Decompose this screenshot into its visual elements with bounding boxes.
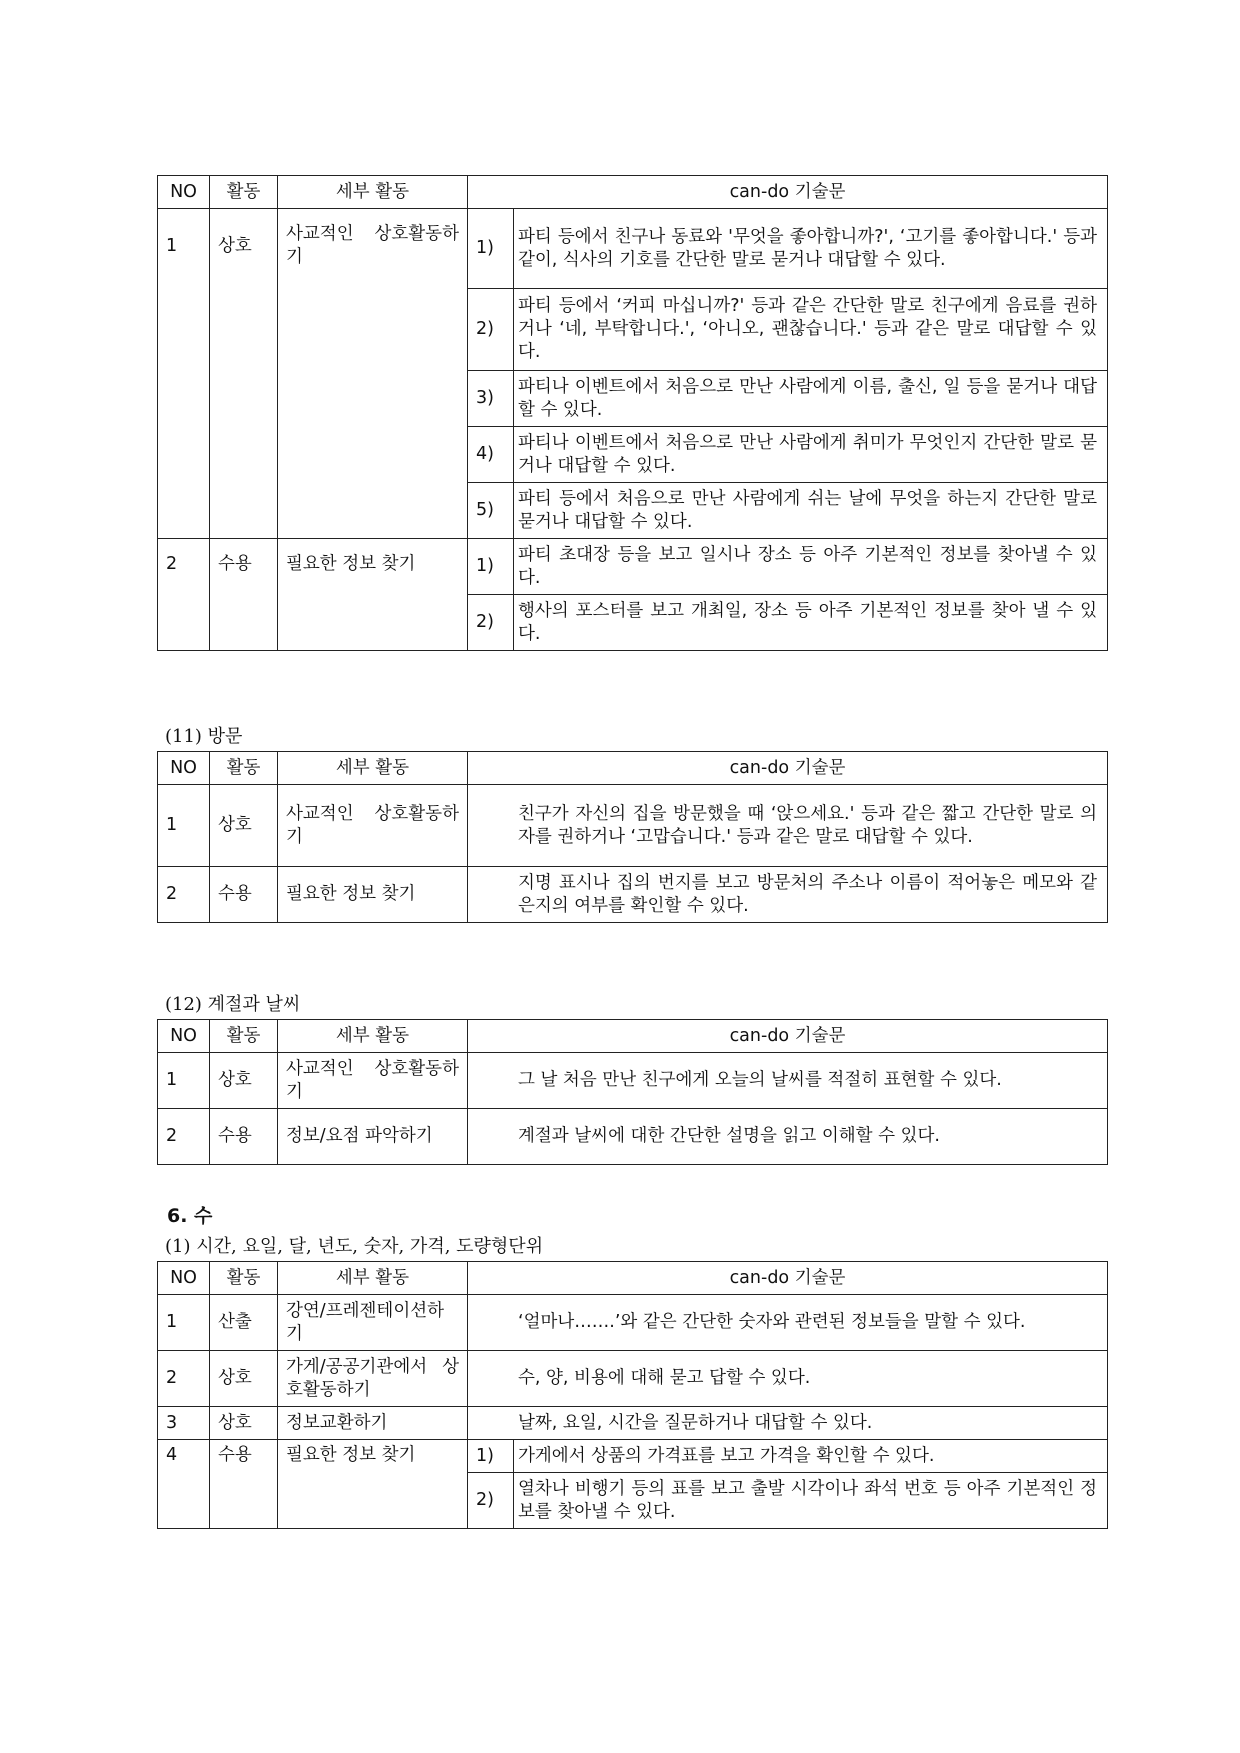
row-detail: 사교적인 상호활동하기: [278, 209, 468, 539]
table-row: [158, 1351, 1108, 1407]
row-no: 2: [158, 1109, 210, 1165]
header-no: NO: [158, 176, 210, 209]
row-no: 1: [158, 1295, 210, 1351]
header-no: NO: [158, 752, 210, 785]
header-no: NO: [158, 1020, 210, 1053]
row-no: 2: [158, 539, 210, 651]
header-activity: 활동: [210, 1020, 278, 1053]
item-number: 3): [468, 371, 514, 427]
header-cando: can-do 기술문: [468, 752, 1108, 785]
row-activity: 수용: [210, 1440, 278, 1529]
header-activity: 활동: [210, 1262, 278, 1295]
item-text: 열차나 비행기 등의 표를 보고 출발 시각이나 좌석 번호 등 아주 기본적인 정보를 찾아낼 수 있다.: [514, 1473, 1108, 1529]
item-text: 파티 초대장 등을 보고 일시나 장소 등 아주 기본적인 정보를 찾아낼 수 있다.: [514, 539, 1108, 595]
row-detail: 사교적인 상호활동하기: [278, 1053, 468, 1109]
table-row: [158, 1109, 1108, 1165]
row-no: 2: [158, 867, 210, 923]
item-text: 파티나 이벤트에서 처음으로 만난 사람에게 취미가 무엇인지 간단한 말로 묻거나 대답할 수 있다.: [514, 427, 1108, 483]
header-cando: can-do 기술문: [468, 1262, 1108, 1295]
table-row: [158, 539, 1108, 595]
section-caption-numbers: (1) 시간, 요일, 달, 년도, 숫자, 가격, 도량형단위: [165, 1236, 544, 1257]
header-detail: 세부 활동: [278, 1262, 468, 1295]
row-detail: 가게/공공기관에서 상호활동하기: [278, 1351, 468, 1407]
row-text: 친구가 자신의 집을 방문했을 때 ‘앉으세요.' 등과 같은 짧고 간단한 말로 의자를 권하거나 ‘고맙습니다.' 등과 같은 말로 대답할 수 있다.: [468, 785, 1108, 867]
item-number: 1): [468, 209, 514, 289]
table-row: [158, 209, 1108, 289]
cando-table: [157, 175, 1108, 651]
header-cando: can-do 기술문: [468, 176, 1108, 209]
row-activity: 산출: [210, 1295, 278, 1351]
header-activity: 활동: [210, 176, 278, 209]
header-no: NO: [158, 1262, 210, 1295]
row-text: 수, 양, 비용에 대해 묻고 답할 수 있다.: [468, 1351, 1108, 1407]
header-cando: can-do 기술문: [468, 1020, 1108, 1053]
row-activity: 수용: [210, 1109, 278, 1165]
row-no: 1: [158, 785, 210, 867]
table-header-row: [158, 1262, 1108, 1295]
row-text: 그 날 처음 만난 친구에게 오늘의 날씨를 적절히 표현할 수 있다.: [468, 1053, 1108, 1109]
table-visit-section: [157, 751, 1108, 923]
table-row: [158, 867, 1108, 923]
header-detail: 세부 활동: [278, 176, 468, 209]
chapter-heading: 6. 수: [167, 1205, 213, 1227]
item-number: 2): [468, 289, 514, 371]
item-text: 가게에서 상품의 가격표를 보고 가격을 확인할 수 있다.: [514, 1440, 1108, 1473]
row-no: 1: [158, 209, 210, 539]
item-number: 1): [468, 539, 514, 595]
row-text: ‘얼마나…….’와 같은 간단한 숫자와 관련된 정보들을 말할 수 있다.: [468, 1295, 1108, 1351]
item-text: 파티 등에서 친구나 동료와 '무엇을 좋아합니까?', ‘고기를 좋아합니다.' 등과 같이, 식사의 기호를 간단한 말로 묻거나 대답할 수 있다.: [514, 209, 1108, 289]
table-numbers-section: [157, 1261, 1108, 1529]
cando-table: [157, 1261, 1108, 1529]
item-number: 2): [468, 595, 514, 651]
item-text: 행사의 포스터를 보고 개최일, 장소 등 아주 기본적인 정보를 찾아 낼 수 있다.: [514, 595, 1108, 651]
row-detail: 정보/요점 파악하기: [278, 1109, 468, 1165]
row-no: 1: [158, 1053, 210, 1109]
table-header-row: [158, 1020, 1108, 1053]
table-row: [158, 1440, 1108, 1473]
row-detail: 필요한 정보 찾기: [278, 1440, 468, 1529]
row-detail: 필요한 정보 찾기: [278, 539, 468, 651]
item-text: 파티나 이벤트에서 처음으로 만난 사람에게 이름, 출신, 일 등을 묻거나 대답할 수 있다.: [514, 371, 1108, 427]
row-activity: 상호: [210, 1351, 278, 1407]
row-activity: 수용: [210, 539, 278, 651]
section-caption-visit: (11) 방문: [165, 726, 243, 747]
row-no: 2: [158, 1351, 210, 1407]
row-text: 지명 표시나 집의 번지를 보고 방문처의 주소나 이름이 적어놓은 메모와 같은지의 여부를 확인할 수 있다.: [468, 867, 1108, 923]
item-number: 5): [468, 483, 514, 539]
row-text: 날짜, 요일, 시간을 질문하거나 대답할 수 있다.: [468, 1407, 1108, 1440]
row-activity: 상호: [210, 785, 278, 867]
table-row: [158, 785, 1108, 867]
cando-table: [157, 1019, 1108, 1165]
table-weather-section: [157, 1019, 1108, 1165]
row-activity: 상호: [210, 1053, 278, 1109]
header-activity: 활동: [210, 752, 278, 785]
item-text: 파티 등에서 ‘커피 마십니까?' 등과 같은 간단한 말로 친구에게 음료를 권하거나 ‘네, 부탁합니다.', ‘아니오, 괜찮습니다.' 등과 같은 말로 대답할 수 있다.: [514, 289, 1108, 371]
row-text: 계절과 날씨에 대한 간단한 설명을 읽고 이해할 수 있다.: [468, 1109, 1108, 1165]
row-activity: 수용: [210, 867, 278, 923]
header-detail: 세부 활동: [278, 752, 468, 785]
table-social-section: [157, 175, 1108, 651]
item-number: 1): [468, 1440, 514, 1473]
table-row: [158, 1407, 1108, 1440]
table-header-row: [158, 752, 1108, 785]
item-number: 2): [468, 1473, 514, 1529]
row-detail: 필요한 정보 찾기: [278, 867, 468, 923]
row-activity: 상호: [210, 1407, 278, 1440]
table-row: [158, 1295, 1108, 1351]
table-row: [158, 1053, 1108, 1109]
table-header-row: [158, 176, 1108, 209]
row-no: 3: [158, 1407, 210, 1440]
section-caption-weather: (12) 계절과 날씨: [165, 994, 301, 1015]
cando-table: [157, 751, 1108, 923]
item-number: 4): [468, 427, 514, 483]
row-detail: 강연/프레젠테이션하기: [278, 1295, 468, 1351]
row-detail: 사교적인 상호활동하기: [278, 785, 468, 867]
row-activity: 상호: [210, 209, 278, 539]
row-no: 4: [158, 1440, 210, 1529]
row-detail: 정보교환하기: [278, 1407, 468, 1440]
item-text: 파티 등에서 처음으로 만난 사람에게 쉬는 날에 무엇을 하는지 간단한 말로 묻거나 대답할 수 있다.: [514, 483, 1108, 539]
header-detail: 세부 활동: [278, 1020, 468, 1053]
